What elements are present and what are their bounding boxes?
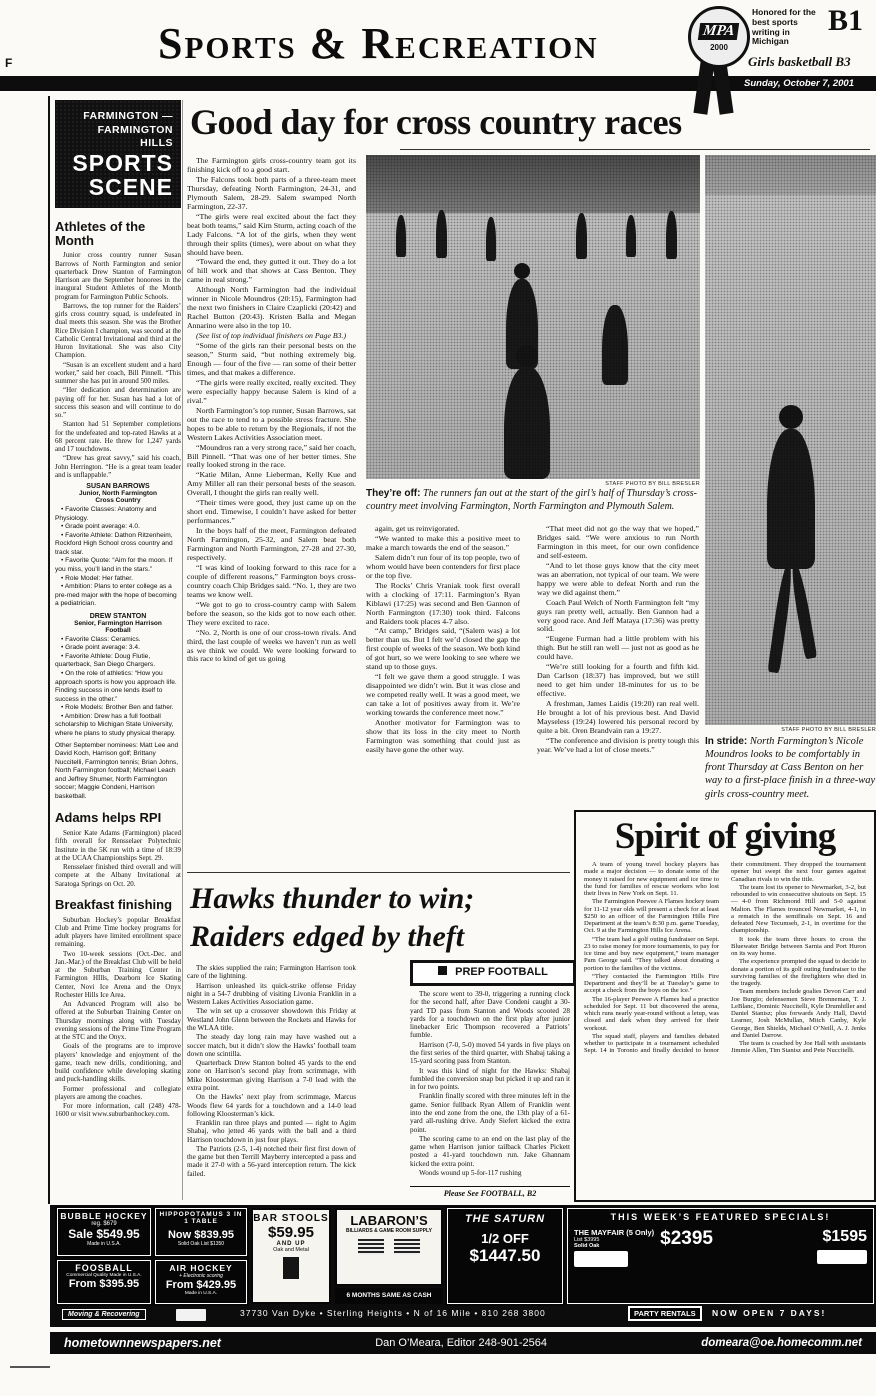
article2-column-2 [410, 990, 570, 1182]
ad-price: $59.95 [268, 1224, 314, 1241]
paragraph: “Susan is an excellent student and a hard worker,” said her coach, Bill Pinnell. “This summer she has put in around 500 miles. [55, 360, 181, 386]
paragraph: Suburban Hockey’s popular Breakfast Club and Prime Time hockey programs for adult players have limited enrollment space remaining. [55, 915, 181, 949]
section-letter: F [5, 56, 13, 70]
mpa-award-medal-icon [688, 6, 750, 68]
runner-silhouette-mid [506, 279, 538, 369]
paragraph: • Grade point average: 4.0. [61, 523, 140, 531]
caption-lead: They’re off: [366, 488, 421, 499]
paragraph: Barrows, the top runner for the Raiders’ girls cross country squad, is undefeated in dual meets this season. She was the Brother Rice Division I champion, was second at the Catholic Central Invitational and third at the Huron Invitational. She was also City Champion. [55, 301, 181, 360]
paragraph: It was this kind of night for the Hawks: Shabaj fumbled the conversion snap but picked it up and ran it in for two points. [410, 1066, 570, 1092]
flag-line: FARMINGTON HILLS [97, 123, 173, 150]
ad-price: From $395.95 [68, 1278, 140, 1290]
paragraph: An Advanced Program will also be offered at the Suburban Training Center on Thursday mornings along with Tuesday evening sessions of the Prime Time Program at the STC and the Onyx. [55, 1000, 181, 1041]
teaser-girls-basketball: Girls basketball B3 [748, 54, 851, 69]
paragraph: Goals of the programs are to improve players’ knowledge and enjoyment of the game, teach new drills, conditioning, and build confidence while developing skating and puck-handling skills. [55, 1042, 181, 1084]
bio-facts [55, 636, 181, 739]
runner-leg [767, 563, 794, 674]
article1-column-2 [366, 525, 520, 870]
ad-now-open: NOW OPEN 7 DAYS! [712, 1308, 827, 1318]
ad-title: BAR STOOLS [253, 1213, 329, 1224]
sidebar-column [55, 210, 181, 1204]
paragraph: (See list of top individual finishers on Page B3.) [196, 331, 347, 341]
ad-party-rentals: PARTY RENTALS [628, 1306, 702, 1321]
paragraph: The scoring came to an end on the last play of the game when Harrison junior tailback Charles Pickett posted a 41-yard touchdown run. Jake Ghannam kicked the extra point. [410, 1134, 570, 1168]
paragraph: Harrison (7-0, 5-0) moved 54 yards in five plays on the first series of the third quarter, with Shabaj taking a 15-yard scoring pass from Stanton. [410, 1040, 570, 1066]
paragraph: • Ambition: Plans to enter college as a pre-med major with the hope of becoming a pediatrician. [55, 583, 177, 608]
flag-line: SPORTS [72, 149, 173, 176]
ad-note: Made in U.S.A. [184, 1291, 218, 1296]
paragraph: “That meet did not go the way that we hoped,” Bridges said. “We were anxious to run North Farmington in this meet, for our own confidence and self-esteem. [537, 525, 699, 560]
paragraph: A freshman, James Laidis (19:20) ran real well. He brought a lot of his previous best. And David Mayseless (19:24) lowered his personal record by quite a bit. Oren Brandvain ran a 19:27. [537, 699, 699, 735]
ad-hippopotamus-table [155, 1208, 247, 1256]
caption-lead: In stride: [705, 736, 748, 747]
paragraph: “Their times were good, they just came up on the short end. Timewise, I couldn’t have asked for better performances.” [187, 498, 356, 526]
adams-paragraphs [55, 829, 181, 888]
ad-reg-price: reg. $679 [91, 1221, 117, 1227]
paragraph: “Eugene Furman had a little problem with his thigh. But he still ran well — just not as good as he could have. [537, 634, 699, 662]
caption-text: North Farmington’s Nicole Moundros looks to be comfortably in front Thursday at Cass Benton on her way to a first-place finish in a three-way girls cross-country meet. [705, 736, 876, 800]
paragraph: It took the team three hours to cross the Bluewater Bridge between Sarnia and Port Huron on its way home. [731, 935, 866, 957]
paragraph: • Role Model: Her father. [61, 574, 133, 582]
prep-football-header [410, 960, 576, 986]
runner-silhouette [396, 215, 406, 257]
bio-sub: Senior, Farmington Harrison [74, 619, 162, 627]
ad-sub: BILLIARDS & GAME ROOM SUPPLY [346, 1228, 432, 1234]
paragraph: “And to let those guys know that the city meet was an aberration, not typical of our team. We were happy we were able to defeat North and run the way we did against them.” [537, 560, 699, 597]
date-bar: Sunday, October 7, 2001 [0, 76, 876, 91]
paragraph: The experience prompted the squad to decide to donate a portion of its golf outing fundraiser to the surviving families of the firefighters who died in the tragedy. [731, 958, 866, 987]
left-page-rule [48, 96, 50, 1204]
paragraph: “Katie Milan, Anne Lieberman, Kelly Kue and Amy Miller all ran their personal bests of the season. Overall, I thought the girls ran really well. [187, 470, 356, 498]
paragraph: • Role Models: Brother Ben and father. [61, 704, 174, 712]
mpa-award-org: MPA [698, 23, 740, 40]
paragraph: “Drew has great savvy,” said his coach, John Herrington. “He is a great team leader and is unflappable.” [55, 454, 181, 479]
paragraph: Franklin finally scored with three minutes left in the game. Senior fullback Ryan Allem of Franklin went into the end zone from the one, the 13th play of a 61-yard all-rushing drive. Andy Siefert kicked the extra point. [410, 1092, 570, 1134]
headline-line: Raiders edged by theft [190, 919, 465, 953]
photo-background-band [705, 155, 876, 195]
paragraph: • Ambition: Drew has a full football scholarship to Michigan State University, where he plans to study physical therapy. [55, 712, 176, 737]
ad-title: AIR HOCKEY [169, 1263, 233, 1273]
article-divider-rule [187, 872, 570, 873]
sidebar-heading-breakfast: Breakfast finishing [55, 896, 173, 912]
headline-spirit: Spirit of giving [614, 816, 836, 857]
ad-featured-specials [567, 1208, 874, 1304]
sports-scene-flag [55, 100, 181, 208]
runner-silhouette [576, 213, 587, 259]
ad-price: Now $839.95 [167, 1229, 235, 1241]
paragraph: • Favorite Athlete: Dathon Ritzenheim, Rockford High School cross country and track star. [55, 531, 173, 556]
paragraph: “I was kind of looking forward to this race for a couple of different reasons,” Farmington boys cross-country coach Chip Bridges said. “No. 1, they are two teams we know well. [187, 562, 356, 599]
ad-title: FOOSBALL [75, 1263, 133, 1273]
ad-address: 37730 Van Dyke • Sterling Heights • N of 16 Mile • 810 268 3800 [240, 1308, 546, 1318]
runner-silhouette [626, 215, 636, 257]
headline-hawks [190, 880, 575, 955]
paragraph: In the boys half of the meet, Farmington defeated North Farmington, 25-32, and Salem beat both Farmington and North Farmington, 27-28 and 27-30, respectively. [187, 526, 356, 562]
breakfast-paragraphs [55, 916, 181, 1119]
ad-finance-banner: 6 MONTHS SAME AS CASH [335, 1288, 443, 1304]
runner-silhouette [602, 305, 628, 385]
paragraph: • On the role of athletics: “How you approach sports is how you approach life. Finding success in one lends itself to success in the other.” [55, 670, 177, 703]
paragraph: Two 10-week sessions (Oct.-Dec. and Jan.-Mar.) of the Breakfast Club will be held at the Suburban Training Center in Farmington HIlls, Dearborn Ice Skating Center, Novi Ice Arena and the Onyx Rochester Hills Ice Area. [55, 949, 181, 999]
paragraph: Team members include goalies Devon Carr and Joe Burgio; defensemen Steve Brenneman, T. J. LeBlanc, Dominic Nuccitelli, Kyle Drumhiller and Daniel Stanisz; plus forwards Andy Hall, David Learner, Josh McMullan, Mitch Canby, Kyle George, Ben Shields, Michael O’Neill, A. J. Jenks and Daniel Darrow. [731, 988, 866, 1039]
ad-bar-stools [251, 1208, 331, 1304]
footer-website: hometownnewspapers.net [64, 1336, 221, 1350]
runner-head [779, 405, 803, 429]
paragraph: The Patriots (2-5, 1-4) notched their first first down of the game but then Terrill Mayberry intercepted a pass and made it 27-0 with a 56-yard interception return. The kick failed. [187, 1144, 356, 1178]
paragraph: again, get us reinvigorated. [375, 525, 460, 533]
ad-foosball [57, 1260, 151, 1304]
ad-discount: 1/2 OFF [481, 1231, 529, 1246]
paragraph: Although North Farmington had the individual winner in Nicole Moundros (20:15), Farmington had the next two finishers in Claire Czaplicki (20:42) and Rachel Button (20:43). Kristen Balla and Megan Annarino were also in the top 10. [187, 285, 356, 331]
paragraph: • Grade point average: 3.4. [61, 644, 140, 652]
paragraph: The skies supplied the rain; Farmington Harrison took care of the lightning. [187, 964, 356, 981]
paragraph: The squad staff, players and families debated whether to participate in a tournament scheduled Sept. 14 in Toronto and finally decided to honor their commitment. They dropped the tournament opener but swept the next four games against Canadian rivals to win the title. [584, 861, 866, 1055]
athletes-paragraphs [55, 251, 181, 479]
sidebar-heading-athletes: Athletes of the Month [55, 219, 146, 248]
paragraph: Stanton had 51 September completions for the undefeated and top-rated Hawks at a 68 percent rate. He threw for 1,247 yards and 17 touchdowns. [55, 420, 181, 454]
paragraph: Coach Paul Welch of North Farmington felt “my guys ran pretty well, actually. Ben Gannon had a very good race. And Jeff Mataya (17:36) was pretty solid. [537, 597, 699, 634]
runner-silhouette [486, 217, 496, 261]
paragraph: For more information, call (248) 478-1600 or visit www.suburbanhockey.com. [55, 1102, 181, 1119]
paragraph: The score went to 39-0, triggering a running clock for the second half, after Dave Condeni caught a 30-yard TD pass from Stanton and Woods scooted 28 yards for a touchdown on the first play after junior linebacker Eric Thompson recovered a Patriots’ fumble. [410, 990, 570, 1040]
paragraph: Harrison unleashed its quick-strike offense Friday night in a 54-7 drubbing of visiting Livonia Franklin in a Western Lakes Activities Association game. [187, 981, 356, 1007]
ad-title: LABARON’S [350, 1213, 428, 1228]
headline-rule [400, 149, 870, 150]
bio-sub: Cross Country [95, 497, 141, 505]
paragraph: The Falcons took both parts of a three-team meet Thursday, defeating North Farmington, 24-31, and Plymouth Salem, 28-29. Salem swamped North Farmington, 22-37. [187, 174, 356, 211]
award-honor-text: Honored for the best sports writing in Michigan [752, 7, 816, 47]
paragraph: A team of young travel hockey players has made a major decision — to donate some of the money it raised for new equipment and ice time to the fund for families of rescue workers who lost their lives in New York on Sept. 11. [584, 861, 719, 897]
ad-title: BUBBLE HOCKEY [60, 1211, 148, 1221]
ad-labarons [335, 1208, 443, 1286]
sidebar-divider-rule [182, 100, 183, 1200]
article1-column-1 [187, 157, 356, 870]
photo-tree-band [366, 155, 700, 213]
bio-facts [55, 506, 181, 609]
paragraph: “Some of the girls ran their personal bests on the season,” Sturm said, “but nothing extremely big. Enough — four of the five — ran some of their better times, and that makes a difference. [187, 341, 356, 377]
paragraph: The Farmington girls cross-country team got its finishing kick off to a good start. [187, 157, 356, 174]
paragraph: Junior cross country runner Susan Barrows of North Farmington and senior quarterback Drew Stanton of Farmington Harrison are the September honorees in the inaugural Student Athletes of the Month program for Farmington Public Schools. [55, 251, 181, 301]
bio-sub: Junior, North Farmington [79, 490, 157, 498]
spirit-of-giving-box [574, 810, 876, 1202]
paragraph: “I felt we gave them a good struggle. I was disappointed we didn’t win. But it was close and we competed really well. It was a good meet, we can take a lot of positives away from it. We’re working towards the conference meet now.” [366, 672, 520, 718]
photo-caption [366, 488, 700, 513]
paragraph: Salem didn’t run four of its top people, two of whom would have been contenders for first place or the top five. [366, 552, 520, 580]
flag-line: FARMINGTON — [83, 110, 173, 122]
cross-country-start-photo [366, 155, 700, 479]
ad-note: Commercial Quality Made in U.S.A. [66, 1273, 142, 1278]
masthead-title: Sports & Recreation [158, 19, 599, 68]
jump-line: Please See FOOTBALL, B2 [410, 1186, 570, 1198]
ad-saturn [447, 1208, 563, 1304]
bio-name: DREW STANTON [89, 612, 147, 620]
paragraph: The team lost its opener to Newmarket, 3-2, but rebounded to win consecutive shutouts on Sept. 15 — 4-0 from Richmond Hill and 5-0 against Malton. The Flames trounced Newmarket, 4-1, in a rematch in the semifinals on Sept. 16 and defeated New Tecumseh, 2-1, in overtime for the championship. [731, 883, 866, 935]
paragraph: “We wanted to make this a positive meet to make a march towards the end of the season.” [366, 533, 520, 552]
registration-mark [10, 1366, 50, 1368]
runner-silhouette [436, 210, 447, 258]
page-number: B1 [828, 4, 864, 37]
paragraph: • Favorite Class: Ceramics. [61, 635, 141, 643]
bio-name: SUSAN BARROWS [86, 483, 150, 491]
ad-item: THE MAYFAIR (5 Only) [574, 1228, 655, 1237]
flag-icon [358, 1239, 384, 1255]
ad-price: $2395 [660, 1228, 713, 1249]
runner-silhouette-front [767, 429, 815, 569]
ad-note: Made in U.S.A. [87, 1241, 121, 1247]
square-bullet-icon [438, 966, 447, 975]
ad-banner: THIS WEEK’S FEATURED SPECIALS! [568, 1209, 873, 1225]
paragraph: “The team had a golf outing fundraiser on Sept. 23 to raise money for more tournaments, to pay for ice time and buy new equipment,” team manager Pam George said. “They talked about donating a portion to the families of the victims. [584, 935, 719, 972]
ad-brand: THE SATURN [464, 1213, 546, 1225]
paragraph: Quarterback Drew Stanton bolted 45 yards to the end zone on Harrison’s second play from scrimmage, with Mike Kloosterman giving Harrison a 7-0 lead with the extra point. [187, 1059, 356, 1092]
ad-note: Solid Oak List $1350 [177, 1241, 225, 1247]
paragraph: Senior Kate Adams (Farmington) placed fifth overall for Rensselaer Polytechnic Institute in the 5K run with a time of 18:39 at the UCAA Championships Sept. 29. [55, 829, 181, 862]
paragraph: The 16-player Peewee A Flames had a practice scheduled for Sept. 11 but discovered the arena, which runs nearly year-round without a letup, was closed and dark when they arrived for their workout. [584, 995, 719, 1032]
prep-football-label: PREP FOOTBALL [455, 966, 548, 978]
ad-title: HIPPOPOTAMUS 3 IN 1 TABLE [159, 1211, 243, 1225]
paragraph: “Moundros ran a very strong race,” said her coach, Bill Pinnell. “That was one of her better times. She really looked strong in the race. [187, 442, 356, 470]
photo2-caption [705, 735, 876, 801]
paragraph: The Rocks’ Chris Vraniak took first overall with a clocking of 17:11. Farmington’s Ryan Kiblawi (17:25) was second and Ben Gannon of North Farmington (17:30) took third. Falcons and Raiders took places 4-7 also. [366, 580, 520, 626]
other-nominees: Other September nominees: Matt Lee and David Koch, Harrison golf; Brittany Nuccitelli, Farmington tennis; Brian Johns, North Farmington football; Michael Leach and Jeffrey Shumer, North Farmington soccer; Maggie Condeni, Harrison basketball. [55, 741, 179, 800]
article3-body [584, 861, 866, 1189]
paragraph: The team is coached by Joe Hall with assistants Jimmie Allen, Tim Stanisz and Pete Nuccitelli. [731, 1040, 866, 1055]
runner-head [516, 345, 538, 367]
paragraph: “They contacted the Farmington Hills Fire Department and they’ll be at Tuesday’s game to accept a check from the boys on the ice.” [584, 972, 719, 995]
paragraph: Woods wound up 5-for-117 rushing [419, 1168, 522, 1177]
flag-line: SCENE [88, 174, 173, 201]
ad-price: $1447.50 [469, 1246, 541, 1265]
paragraph: Rensselaer finished third overall and will compete at the Albany Invitational at Saratoga Springs on Oct. 20. [55, 863, 181, 888]
photo-credit: STAFF PHOTO BY BILL BRESLER [605, 481, 700, 487]
nicole-moundros-photo [705, 155, 876, 725]
runner-silhouette-front [504, 367, 550, 479]
photo2-credit: STAFF PHOTO BY BILL BRESLER [781, 727, 876, 733]
paragraph: “We got to go to cross-country camp with Salem before the season, so the kids got to now each other. They were excited to race. [187, 599, 356, 627]
bar-stool-icon [283, 1257, 299, 1279]
ad-note: Oak and Metal [273, 1247, 309, 1253]
mpa-award-year: 2000 [710, 42, 728, 52]
footer-bar [50, 1332, 876, 1354]
paragraph: On the Hawks’ next play from scrimmage, Marcus Woods flew 64 yards for a touchdown and a 14-0 lead following Kloosterman’s kick. [187, 1093, 356, 1118]
paragraph: Franklin ran three plays and punted — right to Agim Shabaj, who jetted 46 yards with the ball and a third Harrison touchdown in just four plays. [187, 1119, 356, 1144]
ad-services-badge: Moving & Recovering [62, 1309, 146, 1320]
paragraph: “The conference and division is pretty tough this year. We’ve had a lot of close meets.” [537, 735, 699, 754]
ad-price: Sale $549.95 [68, 1227, 140, 1241]
headline-cross-country: Good day for cross country races [190, 102, 682, 142]
paragraph: “The girls were real excited about the fact they beat both teams,” said Kim Sturm, acting coach of the Lady Falcons. “A lot of the girls, when they went through their splits (times), were about on what they should have been. [187, 211, 356, 257]
paragraph: North Farmington’s top runner, Susan Barrows, sat out the race to tend to a possible stress fracture. She hopes to be able to return by the Regionals, if not the Western Lakes Activities Association meet. [187, 405, 356, 442]
flag-icon [394, 1239, 420, 1255]
ad-list-price: List $3995 [574, 1237, 600, 1243]
payment-logos [176, 1309, 206, 1321]
paragraph: The steady day long rain may have washed out a soccer match, but it didn’t slow the Hawks’ football team down one scintilla. [187, 1033, 356, 1058]
paragraph: The win set up a crossover showdown this Friday at Westland John Glenn between the Rockets and Hawks for the WLAA title. [187, 1007, 356, 1032]
footer-editor-contact: Dan O’Meara, Editor 248-901-2564 [375, 1337, 548, 1349]
paragraph: “The girls were really excited, really excited. They were especially happy because Salem is kind of a rival.” [187, 377, 356, 405]
pool-table-icon [817, 1250, 867, 1264]
headline-line: Hawks thunder to win; [190, 882, 475, 915]
runner-silhouette [666, 211, 677, 259]
ad-price: From $429.95 [165, 1279, 237, 1291]
ad-air-hockey [155, 1260, 247, 1304]
ad-material: Solid Oak [574, 1243, 600, 1249]
runner-head [514, 263, 530, 279]
sidebar-heading-adams: Adams helps RPI [55, 810, 162, 826]
paragraph: “Her dedication and determination are paying off for her. Susan has had a lot of success this season and will continue to do so.” [55, 386, 181, 420]
ad-sub: AND UP [276, 1241, 306, 1247]
paragraph: “No. 2, North is one of our cross-town rivals. And third, the last couple of weeks we haven’t run as well as we think we could. We were looking forward to this race to kind of get us going [187, 627, 356, 664]
paragraph: “At camp,” Bridges said, “(Salem was) a lot better than us. But I felt we’d closed the gap the first couple of weeks of the season. We both kind of got hurt, so we were looking to see where we stand up to those guys. [366, 626, 520, 672]
paragraph: Another motivator for Farmington was to show that its loss in the city meet to North Farmington was something that could just as easily have gone the other way. [366, 718, 520, 754]
paragraph: “We’re still looking for a fourth and fifth kid. Dan Carlson (18:37) has improved, but we still need to get him under 18-minutes for us to be effective. [537, 662, 699, 699]
paragraph: “Toward the end, they gutted it out. They do a lot of hill work and that shows at Cass Benton. They came in real strong.” [187, 257, 356, 285]
ad-bubble-hockey [57, 1208, 151, 1256]
paragraph: • Favorite Classes: Anatomy and Physiology. [55, 506, 157, 522]
paragraph: The Farmington Peewee A Flames hockey team for 11-12 year olds will present a check for at least $250 to an officer of the Farmington Hills Fire Department at the team’s 8:30 p.m. game Tuesday, Oct. 9 at the Farmington Hills Ice Arena. [584, 898, 719, 935]
paragraph: • Favorite Quote: “Aim for the moon. If you miss, you’ll land in the stars.” [55, 557, 173, 573]
runner-leg [789, 563, 817, 660]
pool-table-icon [574, 1251, 628, 1267]
caption-text: The runners fan out at the start of the girl’s half of Thursday’s cross-country meet involving Farmington, North Farmington and Plymouth Salem. [366, 488, 697, 512]
article2-column-1 [187, 964, 356, 1202]
ad-price: $1595 [822, 1228, 867, 1245]
paragraph: • Favorite Athlete: Doug Flutie, quarterback, San Diego Chargers. [55, 652, 156, 669]
footer-email: domeara@oe.homecomm.net [701, 1337, 862, 1349]
ad-note: + Electronic scoring [179, 1273, 223, 1279]
bio-sub: Football [105, 626, 131, 634]
paragraph: Former professional and collegiate players are among the coaches. [55, 1084, 181, 1101]
